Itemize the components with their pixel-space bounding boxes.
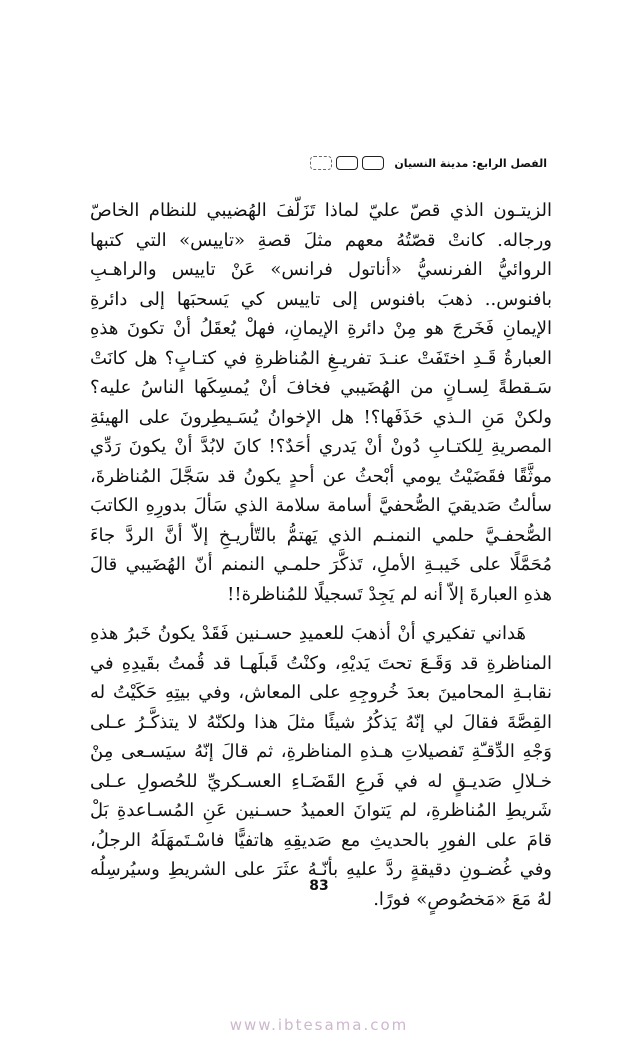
ornament-box-icon [362,156,384,170]
header-ornament-icon [310,156,384,170]
paragraph: الزيتـون الذي قصّ عليّ لماذا تَزَلّفَ الهُضيبي للنظام الخاصّ ورجاله. كانتْ قصّتُهُ معهم مثلَ قصةِ «تاييس» التي كتبها الروائيُّ الفرنسيُّ «أناتول فرانس» عَنْ تاييس والراهـبِ بافنوس.. ذهبَ بافنوس إلى تاييس كي يَسحبَها إلى دائرةِ الإيمانِ فَخَرجَ هو مِنْ دائرةِ الإيمانِ، فهلْ يُعقَلُ أنْ تكونَ هذهِ العبارةُ قَـدِ اختَفَتْ عنـدَ تفريـغِ المُناظرةِ في كتـابٍ؟ هل كانَتْ سَـقطةً لِسـانٍ من الهُضَيبي فخافَ أنْ يُمسِكَها الناسُ عليه؟ ولكنْ مَنِ الـذي حَذَفَها؟! هل الإخوانُ يُسَـيطِرونَ على الهيئةِ المصريةِ لِلكتـابِ دُونْ أنْ يَدري أحَدٌ؟! كانَ لابُدَّ أنْ يكونَ رَدِّي موثَّقًا فقَضَيْتُ يومي أبْحثُ عن أحدٍ يكونُ قد سَجَّلَ المُناظرةَ، سألتُ صَديقيَ الصُّحفيَّ أسامة سلامة الذي سَألَ بدورِهِ الكاتبَ الصُّحفـيَّ حلمي النمنـم الذي يَهتمُّ بالتّأريـخِ إلاّ أنَّ الردَّ جاءَ مُحَمَّلًا على خَيبـةِ الأملِ، تَذكَّرَ حلمـي النمنم أنّ الهُضَيبي قالَ هذهِ العبارةَ إلاّ أنه لم يَجِدْ تَسجيلًا للمُناظرة!! [90,200,552,605]
watermark: www.ibtesama.com [229,1016,409,1034]
ornament-box-icon [336,156,358,170]
paragraph: هَداني تفكيري أنْ أذهبَ للعميدِ حسـنين فَقَدْ يكونُ خَبرُ هذهِ المناظرةِ قد وَقَـعَ تحتَ يَديْهِ، وكنْتُ قَبلَهـا قد قُمتُ بقَيدِهِ في نقابـةِ المحامينَ بعدَ خُروجِهِ على المعاش، وفي بيتِهِ حَكَيْتُ له القِصَّةَ فقالَ لي إنّهُ يَذكُرُ شيئًا مثلَ هذا ولكنّهُ لا يتذكَّـرُ عـلى وَجْهِ الدِّقـّةِ تَفصيلاتِ هـذهِ المناظرةِ، ثم قالَ إنّهُ سيَسـعى مِنْ خـلالِ صَديـقٍ له في فَرعِ القَضَـاءِ العسـكريِّ للحُصولِ عـلى شَريطِ المُناظرةِ، لم يَتوانَ العميدُ حسـنين عَنِ المُسـاعدةِ بَلْ قامَ على الفورِ بالحديثِ مع صَديقِهِ هاتفيًّا فاسْـتَمهَلَهُ الرجلُ، وفي غُضـونِ دقيقةٍ ردَّ عليهِ بأنّـهُ عثَرَ على الشريطِ وسيُرسِلُه لهُ مَعَ «مَخصُوصٍ» فورًا. [90,623,552,910]
page-number: 83 [309,878,329,894]
ornament-box-icon [310,156,332,170]
body-text [90,196,552,914]
running-header [95,152,547,174]
chapter-title: الفصل الرابع: مدينة النسيان [394,156,547,170]
